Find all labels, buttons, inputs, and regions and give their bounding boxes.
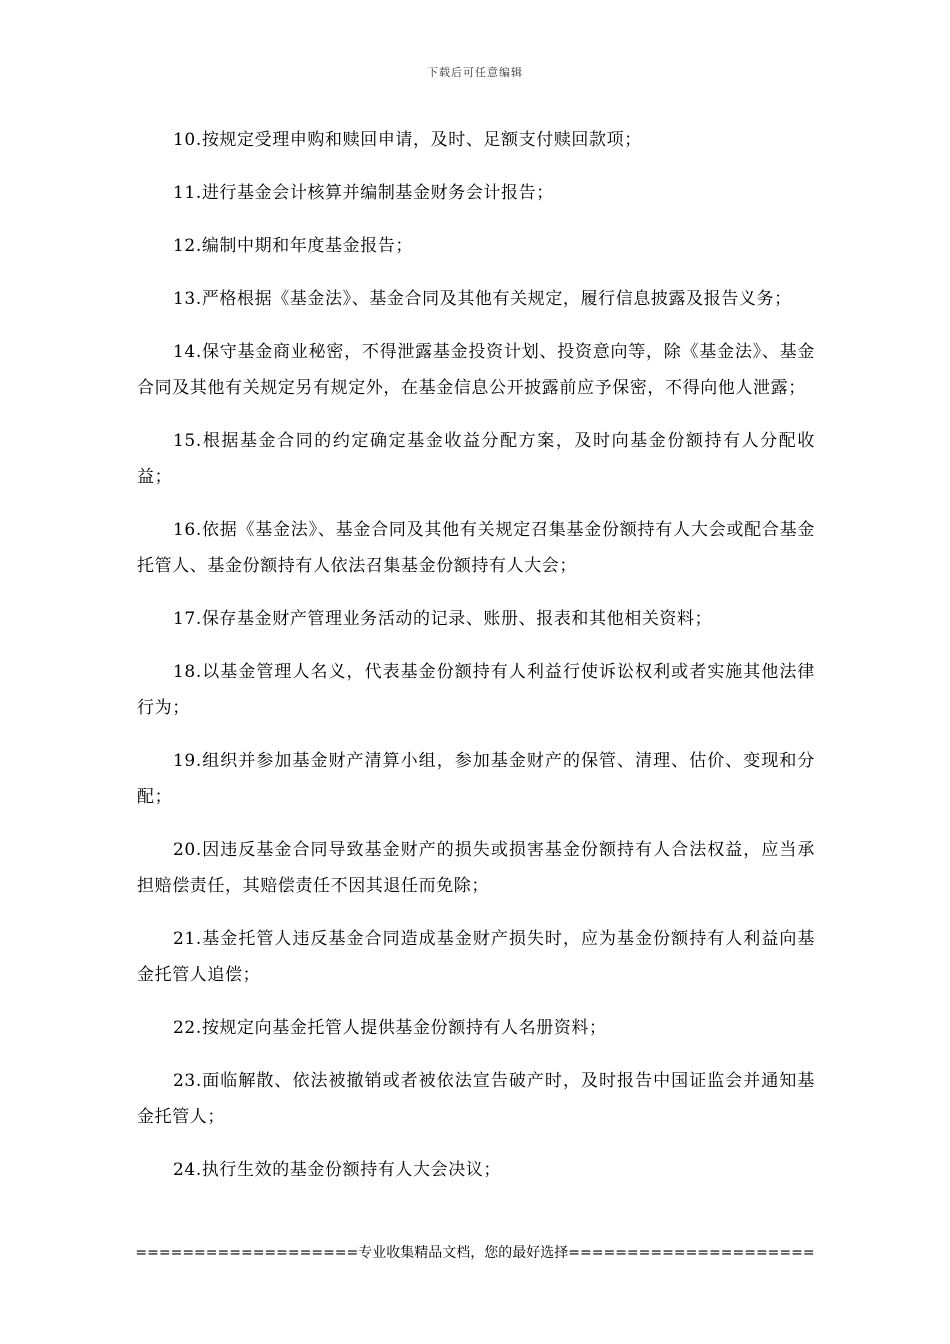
page-footer: ===================专业收集精品文档，您的最好选择===================== — [135, 1245, 815, 1261]
paragraph-item-24: 24.执行生效的基金份额持有人大会决议； — [173, 1160, 502, 1180]
paragraph-item-18: 18.以基金管理人名义，代表基金份额持有人利益行使诉讼权利或者实施其他法律行为； — [137, 662, 815, 718]
document-body — [137, 122, 815, 1205]
page-header: 下载后可任意编辑 — [427, 66, 523, 79]
paragraph-item-15: 15.根据基金合同的约定确定基金收益分配方案，及时向基金份额持有人分配收益； — [137, 431, 815, 487]
paragraph-item-12: 12.编制中期和年度基金报告； — [173, 236, 414, 256]
paragraph-item-10: 10.按规定受理申购和赎回申请，及时、足额支付赎回款项； — [173, 130, 642, 150]
paragraph-item-11: 11.进行基金会计核算并编制基金财务会计报告； — [173, 183, 554, 203]
paragraph-item-17: 17.保存基金财产管理业务活动的记录、账册、报表和其他相关资料； — [173, 609, 713, 629]
paragraph-item-23: 23.面临解散、依法被撤销或者被依法宣告破产时，及时报告中国证监会并通知基金托管人； — [137, 1071, 815, 1127]
paragraph-item-21: 21.基金托管人违反基金合同造成基金财产损失时，应为基金份额持有人利益向基金托管人追偿； — [137, 929, 815, 985]
paragraph-item-19: 19.组织并参加基金财产清算小组，参加基金财产的保管、清理、估价、变现和分配； — [137, 751, 815, 807]
paragraph-item-14: 14.保守基金商业秘密，不得泄露基金投资计划、投资意向等，除《基金法》、基金合同及其他有关规定另有规定外，在基金信息公开披露前应予保密，不得向他人泄露； — [137, 342, 815, 398]
paragraph-item-20: 20.因违反基金合同导致基金财产的损失或损害基金份额持有人合法权益，应当承担赔偿责任，其赔偿责任不因其退任而免除； — [137, 840, 815, 896]
paragraph-item-13: 13.严格根据《基金法》、基金合同及其他有关规定，履行信息披露及报告义务； — [173, 289, 792, 309]
paragraph-item-22: 22.按规定向基金托管人提供基金份额持有人名册资料； — [173, 1018, 607, 1038]
paragraph-item-16: 16.依据《基金法》、基金合同及其他有关规定召集基金份额持有人大会或配合基金托管人、基金份额持有人依法召集基金份额持有人大会； — [137, 520, 815, 576]
